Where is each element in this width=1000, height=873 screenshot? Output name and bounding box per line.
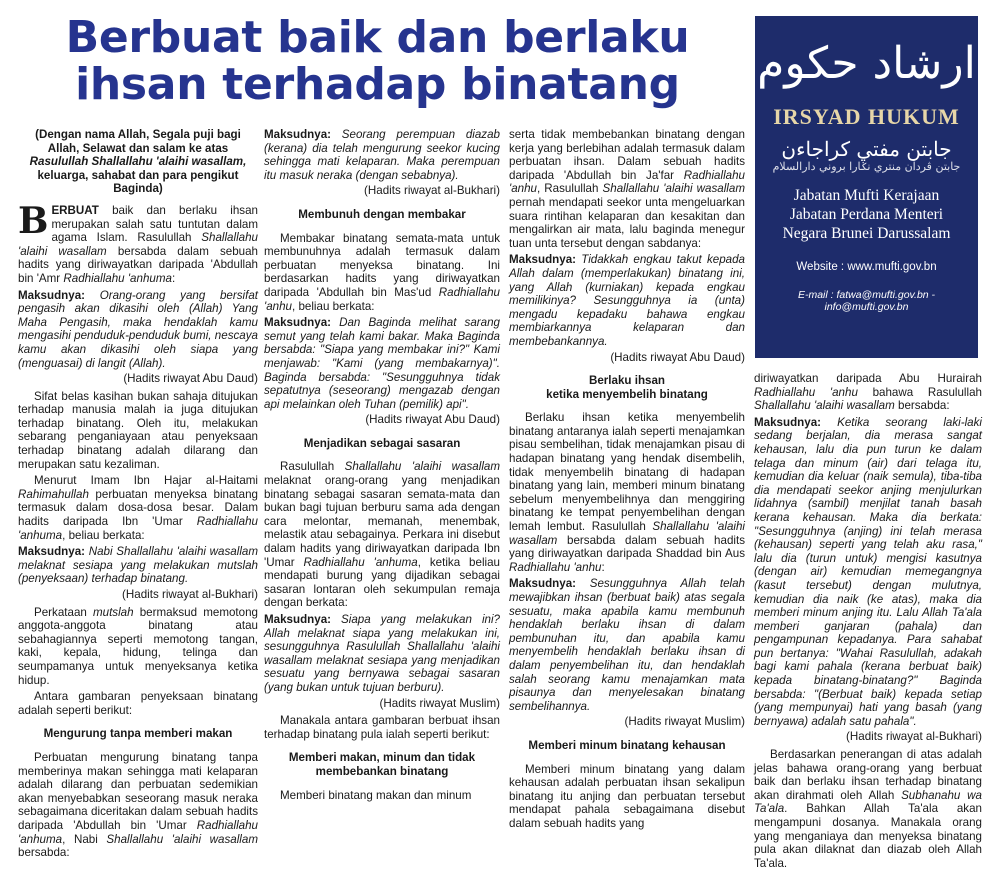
banner-calligraphy: ارشاد حکوم <box>757 38 976 89</box>
hadith-source: (Hadits riwayat Abu Daud) <box>365 413 500 427</box>
text: . Bahkan Allah Ta'ala akan mengampuni dosanya. Manakala orang yang menganiaya dan menyeksa binatang pula akan dilaknat dan diazab oleh Allah Ta'ala. <box>754 802 982 870</box>
section-heading: Memberi minum binatang kehausan <box>528 738 726 752</box>
quote-label: Maksudnya: <box>264 128 332 141</box>
title-line-2: ihsan terhadap binatang <box>75 59 680 110</box>
hadith-quote <box>509 577 745 713</box>
section-heading <box>509 374 745 401</box>
hadith-source: (Hadits riwayat Abu Daud) <box>610 350 745 364</box>
text: Menurut Imam Ibn Hajar al-Haitami <box>34 474 258 488</box>
hadith-source: (Hadits riwayat al-Bukhari) <box>846 730 982 744</box>
column-3 <box>509 128 745 834</box>
quote-text: Seorang perempuan diazab (kerana) dia telah mengurung seekor kucing sehingga mati kelaparan. Maka perempuan itu masuk neraka (dengan sebabnya). <box>264 128 500 182</box>
section-heading: Membunuh dengan membakar <box>298 207 466 221</box>
banner-org-line-1: Jabatan Mufti Kerajaan <box>793 187 940 204</box>
hadith-quote <box>264 613 500 695</box>
quote-label: Maksudnya: <box>509 577 577 591</box>
text-italic: Radhiallahu 'anhu <box>264 285 500 313</box>
paragraph <box>754 748 982 870</box>
text: Membakar binatang semata-mata untuk membunuhnya adalah termasuk dalam perbuatan menyeksa binatang. Ini berdasarkan hadits yang diriwayatkan daripada 'Abdullah bin Mas'ud <box>264 231 500 299</box>
paragraph <box>754 372 982 413</box>
paragraph: Memberi binatang makan dan minum <box>280 788 472 802</box>
quote-label: Maksudnya: <box>18 288 86 302</box>
column-2 <box>264 128 500 805</box>
text: bahawa Rasulullah <box>857 385 982 399</box>
paragraph <box>18 199 259 286</box>
quote-label: Maksudnya: <box>754 415 822 429</box>
text: serta tidak membebankan binatang dengan kerja yang berlebihan adalah termasuk dalam perbuatan ihsan. Dalam sebuah hadits daripada 'Abdullah bin Ja'far <box>509 128 745 182</box>
text-italic: Radhiallahu 'anhu <box>754 385 858 399</box>
text: Perkataan <box>34 605 93 619</box>
quote-text: Tidakkah engkau takut kepada Allah dalam (memperlakukan) binatang ini, yang Allah (kurniakan) kepada engkau memilikinya? Sesungguhnya ia (unta) mengadu kepadaku bahawa engkau membiarkannya kelaparan dan membebankannya. <box>509 253 745 348</box>
paragraph: Antara gambaran penyeksaan binatang adalah seperti berikut: <box>18 690 258 717</box>
hadith-source: (Hadits riwayat al-Bukhari) <box>364 184 500 198</box>
text: pernah mendapati seekor unta mengeluarkan suara rintihan kelaparan dan kesakitan dan mengalirkan air mata, lalu baginda menegur tuan unta tersebut dengan sabdanya: <box>509 195 745 250</box>
banner-name: IRSYAD HUKUM <box>773 104 960 129</box>
paragraph <box>509 411 745 574</box>
paragraph <box>18 606 258 688</box>
column-1 <box>18 128 258 863</box>
irsyad-hukum-banner <box>755 16 978 358</box>
section-heading <box>264 751 500 778</box>
intro-part-a: (Dengan nama Allah, Segala puji bagi Allah, Selawat dan salam ke atas <box>35 128 241 155</box>
text: diriwayatkan daripada Abu Hurairah <box>754 372 982 385</box>
text: , beliau berkata: <box>62 528 145 542</box>
section-heading: Mengurung tanpa memberi makan <box>43 727 233 741</box>
hadith-quote <box>18 289 258 371</box>
intro-part-c: keluarga, sahabat dan para pengikut Baginda) <box>37 168 239 196</box>
text-italic: Rahimahullah <box>18 487 89 501</box>
text-italic: Shallallahu 'alaihi wasallam <box>106 832 258 846</box>
paragraph: Memberi minum binatang yang dalam kehausan adalah perbuatan ihsan sekalipun binatang itu anjing dan perbuatan tersebut mendapat pahala sebagaimana disebut dalam sebuah hadits yang <box>509 762 745 830</box>
quote-label: Maksudnya: <box>264 613 332 626</box>
paragraph: Sifat belas kasihan bukan sahaja ditujukan terhadap manusia malah ia juga ditujukan terhadap binatang. Oleh itu, melakukan sebarang penganiayaan atau penyeksaan terhadap binatang adalah dilarang dan merupakan satu kezaliman. <box>18 389 258 471</box>
text-italic: Radhiallahu 'anhuma <box>18 818 258 846</box>
text: , Rasulullah <box>537 182 603 196</box>
text: melaknat orang-orang yang menjadikan binatang sebagai sasaran semata-mata dan bukan bagi tujuan berburu sama ada dengan cara melontar, memanah, menembak, melastik atau sebagainya. Perkara ini disebut dalam hadits yang diriwayatkan daripada Ibn 'Umar <box>264 474 500 569</box>
banner-org-line-2: Jabatan Perdana Menteri <box>789 206 944 223</box>
text-italic: Shallallahu 'alaihi wasallam <box>344 460 501 474</box>
heading-line: Berlaku ihsan <box>588 374 666 388</box>
text-italic: Radhiallahu 'anhu <box>509 560 602 574</box>
text-italic: Shallallahu 'alaihi wasallam <box>754 399 895 413</box>
banner-email: E-mail : fatwa@mufti.gov.bn - info@mufti.gov.bn <box>797 289 936 313</box>
banner-jawi-line-1: جابتن مفتي کراجاءن <box>781 137 952 161</box>
text-italic: Shallallahu 'alaihi wasallam <box>509 520 745 547</box>
text: , Nabi <box>62 832 107 846</box>
hadith-quote <box>264 316 500 411</box>
text: Perbuatan mengurung binatang tanpa memberinya makan sehingga mati kelaparan adalah dilarang dan perbuatan sedemikian akan menyebabkan seseorang masuk neraka sebagaimana diceritakan dalam sebuah hadits daripada 'Abdullah bin 'Umar <box>18 750 258 832</box>
paragraph: Manakala antara gambaran berbuat ihsan terhadap binatang pula ialah seperti berikut: <box>264 714 500 741</box>
banner-website: Website : www.mufti.gov.bn <box>796 261 937 273</box>
text: bersabda: <box>894 399 950 413</box>
paragraph <box>18 751 258 860</box>
intro-part-b: Rasulullah Shallallahu 'alaihi wasallam, <box>29 155 247 169</box>
banner-jawi-line-2: جابتن ڤردان منتري نݢارا بروني دارالسلام <box>772 160 961 173</box>
paragraph <box>18 474 258 542</box>
quote-label: Maksudnya: <box>18 545 86 559</box>
quote-label: Maksudnya: <box>509 253 577 267</box>
hadith-source: (Hadits riwayat Abu Daud) <box>123 372 258 386</box>
intro-blessing <box>18 128 258 196</box>
quote-text: Nabi Shallallahu 'alaihi wasallam melaknat sesiapa yang melakukan mutslah (penyeksaan) terhadap binatang. <box>18 545 258 586</box>
text: baik dan berlaku ihsan merupakan salah satu tuntutan dalam agama Islam. Rasulullah <box>51 203 258 245</box>
hadith-source: (Hadits riwayat Muslim) <box>624 715 745 729</box>
hadith-quote <box>754 416 982 729</box>
quote-text: Siapa yang melakukan ini? Allah melaknat siapa yang melakukan ini, sesungguhnya Rasulullah Shallallahu 'alaihi wasallam melaknat sesiapa yang menjadikan sesuatu yang bernyawa sebagai sasaran (yang bukan untuk tujuan berburu). <box>264 613 500 694</box>
lead-word: ERBUAT <box>51 203 99 217</box>
text: : <box>171 271 176 285</box>
paragraph <box>264 460 500 610</box>
text-italic: Radhiallahu 'anhuma <box>303 555 418 569</box>
hadith-quote <box>264 128 500 182</box>
text-italic: Radhiallahu 'anhuma <box>18 515 258 542</box>
hadith-quote <box>18 545 258 586</box>
heading-line: membebankan binatang <box>315 764 449 778</box>
text: Berlaku ihsan ketika menyembelih binatang antaranya ialah seperti menajamkan pisau sembelihan, tidak menajamkan pisau di hadapan binatang yang hendak disembelih, tidak menyembelih binatang di hadapan binatang yang lain, memberi minum binatang sebelum menyembelihnya dan menggiring binatang ke tempat penyembelihan dengan lemah lembut. Rasulullah <box>509 411 745 534</box>
text: : <box>601 560 605 574</box>
text: bermaksud memotong anggota-anggota binatang atau sebahagiannya seperti memotong tangan, kaki, kepala, hidung, telinga dan seumpamanya untuk menyeksanya ketika hidup. <box>18 605 258 687</box>
title-line-1: Berbuat baik dan berlaku <box>65 12 690 63</box>
drop-cap: B <box>18 199 49 242</box>
text: , ketika beliau mendapati burung yang dijadikan sebagai sasaran lontaran oleh sekumpulan remaja dengan berkata: <box>264 555 500 610</box>
column-4 <box>754 372 982 873</box>
paragraph <box>509 128 745 250</box>
text-italic: Shallallahu 'alaihi wasallam <box>18 231 258 258</box>
hadith-source: (Hadits riwayat al-Bukhari) <box>122 588 258 601</box>
text: Berdasarkan penerangan di atas adalah jelas bahawa orang-orang yang berbuat baik dan berlaku ihsan terhadap binatang akan dirahmati oleh Allah <box>754 748 982 802</box>
text: , beliau berkata: <box>292 299 375 313</box>
quote-text: Sesungguhnya Allah telah mewajibkan ihsan (berbuat baik) atas segala sesuatu, maka apabila kamu membunuh hendaklah berlaku ihsan di dalam pembunuhan itu, dan apabila kamu menyembelih hendaklah berlaku ihsan di dalam penyembelihan itu, dan hendaklah salah seorang kamu menajamkan mata pisaunya dan menyelesakan binatang sembelihannya. <box>509 577 745 713</box>
quote-text: Orang-orang yang bersifat pengasih akan dikasihi oleh (Allah) Yang Maha Pengasih, maka hendaklah kamu mengasihi penduduk-penduduk bumi, nescaya kamu akan dikasihi oleh siapa yang (menguasai) di langit (Allah). <box>18 288 258 370</box>
text: bersabda dalam sebuah hadits yang diriwayatkan daripada Shaddad bin Aus <box>509 533 745 561</box>
text-italic: Radhiallahu 'anhuma <box>63 271 172 285</box>
quote-text: Ketika seorang laki-laki sedang berjalan, dia merasa sangat kehausan, lalu dia pun turun ke dalam telaga dan minum (air) dari telaga itu, kemudian dia keluar (naik semula), tiba-tiba dia mendapati seekor anjing menjulurkan lidahnya (sambil) menjilat tanah basah kerana kehausan. Maka dia berkata: "Sesungguhnya (anjing) ini telah merasa (kehausan) seperti yang telah aku rasa," lalu dia (turun untuk) mengisi kasutnya (dengan air) kemudian memegangnya (kasut tersebut) dengan mulutnya, kemudian dia naik (ke atas), maka dia memberi minum anjing itu. Lalu Allah Ta'ala memberi ganjaran (pahala) dan pengampunan kepadanya. Para sahabat pun bertanya: "Wahai Rasulullah, adakah bagi kami pahala (kerana berbuat baik) kepada binatang-binatang?" Baginda bersabda: "(Berbuat baik) kepada setiap (yang mempunyai) hati yang basah (yang bernyawa) adalah satu pahala". <box>754 415 982 728</box>
text-italic: Shallallahu 'alaihi wasallam <box>602 182 745 196</box>
text-italic: mutslah <box>92 605 134 619</box>
section-heading: Menjadikan sebagai sasaran <box>303 436 461 450</box>
hadith-source: (Hadits riwayat Muslim) <box>379 696 500 710</box>
text-italic: Radhiallahu 'anhu <box>509 168 745 196</box>
text: bersabda: <box>18 846 70 860</box>
text: perbuatan menyeksa binatang termasuk dalam dosa-dosa besar. Dalam hadits daripada Ibn 'Umar <box>18 487 258 529</box>
text: Rasulullah <box>280 460 345 474</box>
text-italic: Subhanahu wa Ta'ala <box>754 788 982 816</box>
article-title <box>20 14 735 108</box>
quote-label: Maksudnya: <box>264 316 332 330</box>
paragraph <box>264 232 500 314</box>
hadith-quote <box>509 253 745 348</box>
quote-text: Dan Baginda melihat sarang semut yang telah kami bakar. Maka Baginda bersabda: "Siapa yang membakar ini?" Kami menjawab: "Kami (yang membakarnya)". Baginda bersabda: "Sesungguhnya tidak sepatutnya (seseorang) mengazab dengan api melainkan oleh Tuhan (pemilik) api". <box>264 316 500 411</box>
heading-line: Memberi makan, minum dan tidak <box>288 751 476 765</box>
text: bersabda dalam sebuah hadits yang diriwayatkan daripada 'Abdullah bin 'Amr <box>18 244 259 285</box>
banner-org-line-3: Negara Brunei Darussalam <box>782 225 951 242</box>
heading-line: ketika menyembelih binatang <box>546 387 708 401</box>
